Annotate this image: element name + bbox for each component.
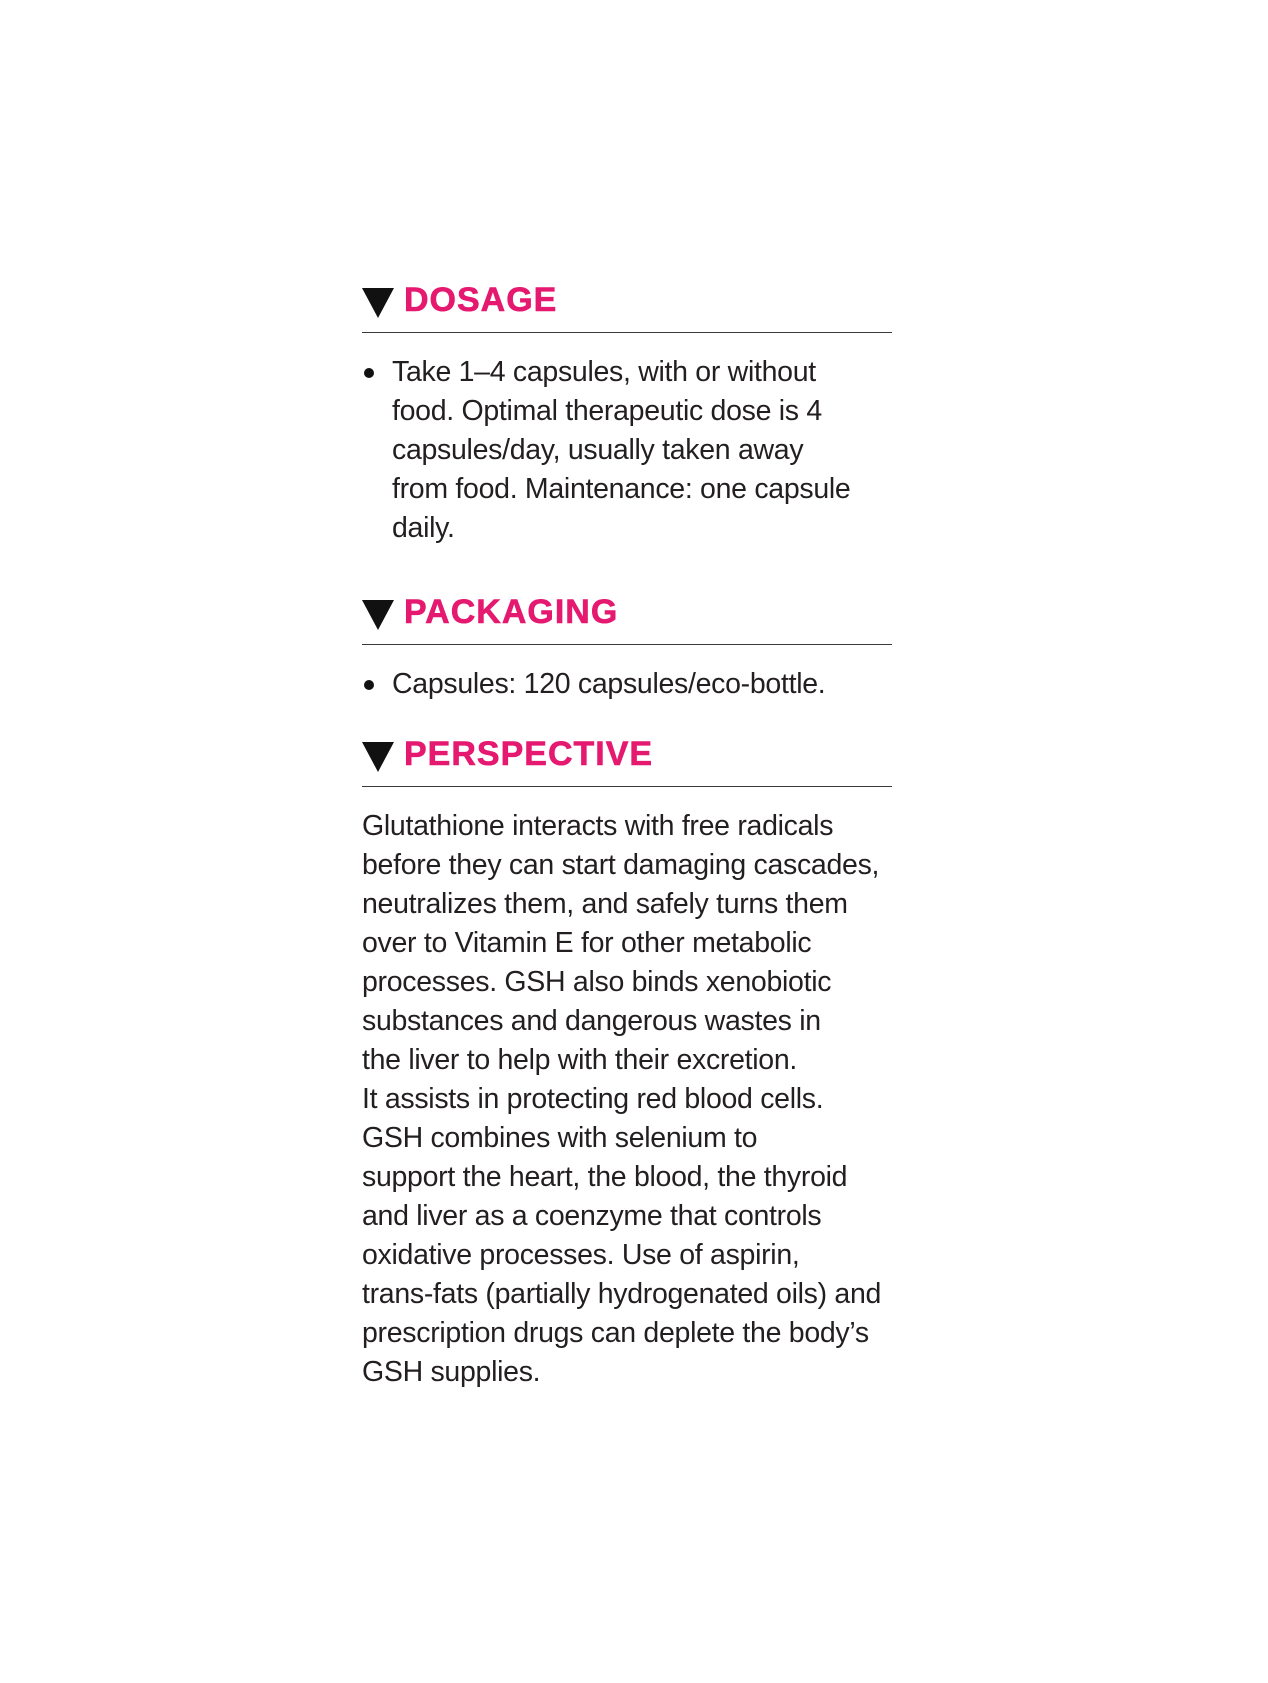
paragraph-line: GSH combines with selenium to <box>362 1122 758 1154</box>
paragraph-line: before they can start damaging cascades, <box>362 849 880 881</box>
bullet-dot-icon <box>364 368 374 378</box>
triangle-down-icon <box>362 288 394 318</box>
section-packaging <box>362 590 892 704</box>
section-perspective <box>362 732 892 1392</box>
section-header <box>362 732 892 787</box>
paragraph-line: substances and dangerous wastes in <box>362 1005 821 1037</box>
list-item <box>362 353 892 548</box>
document-page <box>362 278 892 1392</box>
section-header <box>362 278 892 333</box>
paragraph-line: over to Vitamin E for other metabolic <box>362 927 812 959</box>
paragraph-line: and liver as a coenzyme that controls <box>362 1200 822 1232</box>
triangle-down-icon <box>362 600 394 630</box>
section-title: PACKAGING <box>404 593 619 631</box>
bullet-dot-icon <box>364 680 374 690</box>
paragraph-line: support the heart, the blood, the thyroid <box>362 1161 848 1193</box>
paragraph-line: processes. GSH also binds xenobiotic <box>362 966 832 998</box>
paragraph-line: neutralizes them, and safely turns them <box>362 888 848 920</box>
paragraph-line: oxidative processes. Use of aspirin, <box>362 1239 800 1271</box>
paragraph-line: Glutathione interacts with free radicals <box>362 810 834 842</box>
paragraph-line: the liver to help with their excretion. <box>362 1044 798 1076</box>
triangle-down-icon <box>362 742 394 772</box>
section-dosage <box>362 278 892 548</box>
section-header <box>362 590 892 645</box>
bullet-text: Capsules: 120 capsules/eco-bottle. <box>392 668 826 700</box>
paragraph-line: trans-fats (partially hydrogenated oils) and <box>362 1278 882 1310</box>
paragraph-line: It assists in protecting red blood cells. <box>362 1083 824 1115</box>
section-title: PERSPECTIVE <box>404 735 654 773</box>
section-title: DOSAGE <box>404 281 558 319</box>
bullet-text: Take 1–4 capsules, with or without food. Optimal therapeutic dose is 4 capsules/day, usually taken away from food. Maintenance: one capsule daily. <box>392 356 851 544</box>
perspective-paragraph <box>362 807 897 1392</box>
list-item <box>362 665 892 704</box>
paragraph-line: GSH supplies. <box>362 1356 541 1388</box>
paragraph-line: prescription drugs can deplete the body’s <box>362 1317 869 1349</box>
